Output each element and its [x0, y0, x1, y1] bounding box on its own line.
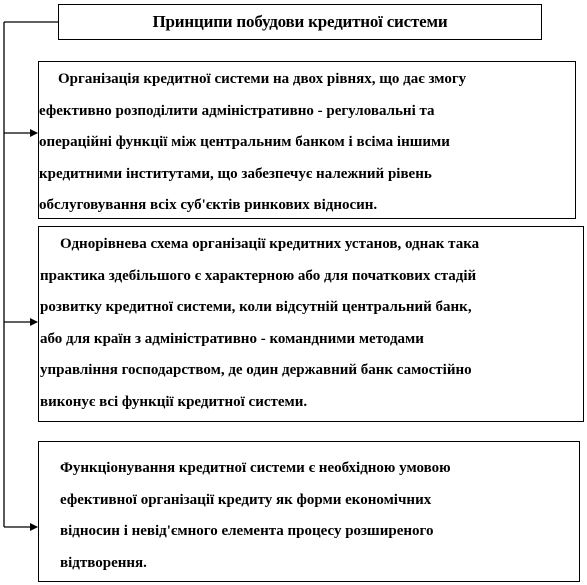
principle-2-line: управління господарством, де один державний банк самостійно [40, 362, 472, 378]
title-box [58, 4, 542, 40]
principle-2-line: практика здебільшого є характерною або для початкових стадій [40, 267, 477, 284]
principle-3-line: відтворення. [60, 554, 147, 571]
principle-1-line: обслуговування всіх суб'єктів ринкових відносин. [39, 197, 378, 213]
principle-1-line: кредитними інститутами, що забезпечує належний рівень [39, 165, 432, 182]
principle-text-3 [42, 453, 582, 579]
principle-2-line: Однорівнева схема організації кредитних установ, однак така [60, 236, 480, 252]
diagram-title: Принципи побудови кредитної системи [152, 12, 448, 31]
principle-2-line: виконує всі функції кредитної системи. [40, 393, 308, 410]
principle-1-line: Організація кредитної системи на двох рівнях, що дає змогу [58, 71, 467, 87]
principle-1-line: операційні функції між центральним банком і всіма іншими [39, 134, 450, 150]
principle-3-line: Функціонування кредитної системи є необхідною умовою [60, 460, 451, 476]
principle-text-1 [39, 64, 587, 222]
principle-1-line: ефективно розподілити адміністративно - регуловальні та [39, 102, 435, 119]
principle-2-line: або для країн з адміністративно - командними методами [40, 330, 424, 347]
principle-3-line: ефективної організації кредиту як форми економічних [60, 491, 432, 508]
principle-3-line: відносин і невід'ємного елемента процесу розширеного [60, 523, 434, 539]
principle-text-2 [40, 229, 587, 418]
principle-2-line: розвитку кредитної системи, коли відсутній центральний банк, [40, 299, 472, 315]
